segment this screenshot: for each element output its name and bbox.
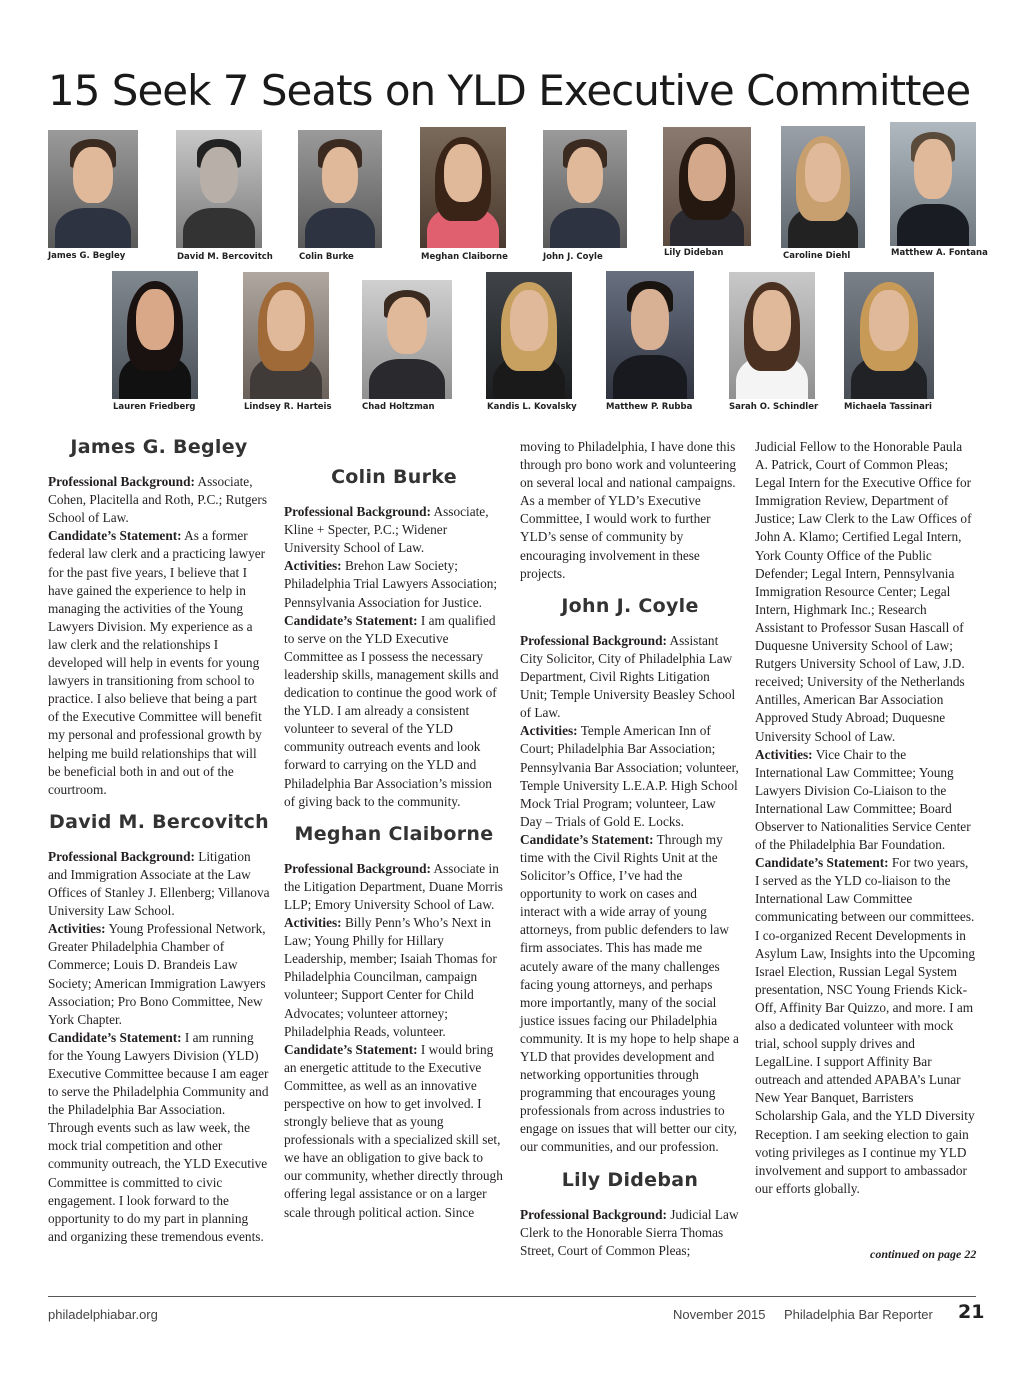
column-4 (755, 438, 976, 1198)
claiborne-background-text: Associate in the Litigation Department, Duane Morris LLP; Emory University School of Law. (284, 860, 503, 912)
begley-background (48, 473, 270, 527)
caption-kovalsky: Kandis L. Kovalsky (487, 402, 577, 412)
coyle-activities-text: Temple American Inn of Court; Philadelphia Bar Association; Pennsylvania Bar Association; volunteer, Temple University L.E.A.P. High School Mock Trial Program; volunteer, Law Day – Trials of Gold E. Locks. (520, 723, 739, 829)
dideban-statement-text: For two years, I served as the YLD co-liaison to the International Law Committee communicating between our committees. I co-organized Recent Developments in Asylum Law, Insights into the Upcoming Israel Election, Russian Legal System presentation, NSC Young Friends Kick-Off, Affinity Bar Quizzo, and more. I am also a dedicated volunteer with mock trial, school supply drives and LegalLine. I support Affinity Bar outreach and attended APABA’s Lunar New Year Banquet, Barristers Scholarship Gala, and the YLD Diversity Reception. I am seeking election to gain voting privileges as I continue my YLD involvement and support to ambassador our efforts globally. (755, 855, 975, 1196)
photo-rubba (606, 271, 694, 399)
begley-statement-text: As a former federal law clerk and a practicing lawyer for the past five years, I believe that I have gained the experience to help in managing the activities of the Young Lawyers Division. My experience as a law clerk and the relationships I developed will help in events for young lawyers in transitioning from school to practice. I also believe that being a part of the Executive Committee will benefit my personal and professional growth by helping me build relationships that will be beneficial both in and out of the courtroom. (48, 528, 266, 797)
statement-label: Candidate’s Statement: (284, 612, 418, 628)
claiborne-statement (284, 1041, 504, 1222)
background-label: Professional Background: (520, 632, 667, 648)
caption-schindler: Sarah O. Schindler (729, 402, 819, 412)
statement-label: Candidate’s Statement: (520, 831, 654, 847)
statement-label: Candidate’s Statement: (755, 855, 889, 871)
burke-background (284, 503, 504, 557)
column-1 (48, 438, 270, 1246)
claiborne-statement-continued: moving to Philadelphia, I have done this through pro bono work and volunteering on several local and national campaigns. As a member of YLD’s Executive Committee, I would work to further YLD’s sense of community by encouraging involvement in these projects. (520, 439, 737, 581)
activities-label: Activities: (284, 558, 342, 574)
caption-burke: Colin Burke (299, 252, 354, 262)
burke-activities-text: Brehon Law Society; Philadelphia Trial Lawyers Association; Pennsylvania Association for Justice. (284, 558, 498, 610)
dideban-activities (755, 746, 976, 855)
page-title: 15 Seek 7 Seats on YLD Executive Committee (48, 66, 971, 115)
bercovitch-statement (48, 1029, 270, 1246)
photo-schindler (729, 272, 815, 399)
footer-website: philadelphiabar.org (48, 1307, 158, 1322)
candidate-name-burke: Colin Burke (331, 466, 457, 488)
statement-label: Candidate’s Statement: (284, 1041, 418, 1057)
claiborne-statement-text: I would bring an energetic attitude to the Executive Committee, as well as an innovative perspective on how to get involved. I strongly believe that as young professionals with a specialized skill set, we have an obligation to give back to our community, whether directly through offering legal assistance or on a larger scale through political action. Since (284, 1041, 503, 1220)
photo-bercovitch (176, 130, 262, 248)
photo-harteis (243, 272, 329, 399)
footer-issue: November 2015 (673, 1307, 766, 1322)
dideban-background-text: Judicial Law Clerk to the Honorable Sierra Thomas Street, Court of Common Pleas; (520, 1206, 739, 1258)
caption-holtzman: Chad Holtzman (362, 402, 435, 412)
footer-rule (48, 1296, 976, 1297)
candidate-name-bercovitch: David M. Bercovitch (49, 810, 269, 833)
caption-claiborne: Meghan Claiborne (421, 252, 508, 262)
background-label: Professional Background: (284, 504, 431, 520)
dideban-background-continued: Judicial Fellow to the Honorable Paula A. Patrick, Court of Common Pleas; Legal Intern for the Executive Office for Immigration Review, Department of Justice; Law Clerk to the Law Offices of John A. Klamo; Certified Legal Intern, York County Office of the Public Defender; Legal Intern, Pennsylvania Immigration Resource Center; Legal Intern, Highmark Inc.; Research Assistant to Professor Susan Hascall of Duquesne University School of Law; Rutgers University School of Law, J.D. received; University of the Netherlands Antilles, American Bar Association Approved Study Abroad; Duquesne University School of Law. (755, 439, 972, 744)
photo-dideban (663, 127, 751, 246)
dideban-statement (755, 854, 976, 1198)
bercovitch-statement-text: I am running for the Young Lawyers Division (YLD) Executive Committee because I am eager to serve the Philadelphia Community and the Philadelphia Bar Association. Through events such as law week, the mock trial competition and other community outreach, the YLD Executive Committee is committed to civic engagement. I look forward to the opportunity to do my part in planning and organizing these tremendous events. (48, 1029, 269, 1244)
statement-label: Candidate’s Statement: (48, 528, 182, 544)
caption-fontana: Matthew A. Fontana (891, 248, 988, 258)
begley-statement (48, 527, 270, 798)
activities-label: Activities: (284, 915, 342, 931)
coyle-statement (520, 831, 740, 1157)
photo-claiborne (420, 127, 506, 248)
bercovitch-activities (48, 920, 270, 1029)
photo-kovalsky (486, 272, 572, 399)
caption-bercovitch: David M. Bercovitch (177, 252, 273, 262)
caption-harteis: Lindsey R. Harteis (244, 402, 332, 412)
coyle-activities (520, 722, 740, 831)
photo-burke (298, 130, 382, 248)
photo-coyle (543, 130, 627, 248)
claiborne-activities-text: Billy Penn’s Who’s Next in Law; Young Philly for Hillary Leadership, member; Isaiah Thomas for Philadelphia Councilman, campaign volunteer; Support Center for Child Advocates; volunteer attorney; Philadelphia Reads, volunteer. (284, 915, 497, 1039)
caption-rubba: Matthew P. Rubba (606, 402, 693, 412)
photo-begley (48, 130, 138, 248)
begley-background-text: Associate, Cohen, Placitella and Roth, P.C.; Rutgers School of Law. (48, 474, 268, 526)
statement-label: Candidate’s Statement: (48, 1029, 182, 1045)
bercovitch-background-text: Litigation and Immigration Associate at the Law Offices of Stanley J. Ellenberg; Villanova University Law School. (48, 848, 270, 919)
caption-tassinari: Michaela Tassinari (844, 402, 932, 412)
activities-label: Activities: (755, 746, 813, 762)
photo-friedberg (112, 271, 198, 399)
caption-begley: James G. Begley (48, 251, 126, 261)
dideban-background (520, 1206, 740, 1260)
dideban-activities-text: Vice Chair to the International Law Committee; Young Lawyers Division Co-Liaison to the International Law Committee; Board Observer to Nationalities Service Center of the Philadelphia Bar Foundation. (755, 746, 971, 853)
coyle-background (520, 632, 740, 722)
continued-note: continued on page 22 (870, 1247, 977, 1261)
background-label: Professional Background: (48, 848, 195, 864)
claiborne-activities (284, 914, 504, 1041)
burke-activities (284, 557, 504, 611)
photo-fontana (890, 122, 976, 246)
activities-label: Activities: (520, 723, 578, 739)
background-label: Professional Background: (520, 1206, 667, 1222)
bercovitch-activities-text: Young Professional Network, Greater Philadelphia Chamber of Commerce; Louis D. Brandeis Law Society; American Immigration Lawyers Association; Pro Bono Committee, New York Chapter. (48, 921, 266, 1027)
activities-label: Activities: (48, 921, 106, 937)
coyle-statement-text: Through my time with the Civil Rights Unit at the Solicitor’s Office, I’ve had the opportunity to work on cases and interact with a wide array of young attorneys, from public defenders to law firm associates. This has made me acutely aware of the many challenges facing young attorneys, and perhaps more importantly, many of the social justice issues facing our Philadelphia community. It is my hope to help shape a YLD that provides development and networking opportunities through programming that encourages young professionals from across industries to engage on issues that will better our city, our communities, and our profession. (520, 831, 739, 1155)
column-2 (284, 468, 504, 1222)
burke-statement-text: I am qualified to serve on the YLD Executive Committee as I possess the necessary leadership skills, management skills and dedication to continue the good work of the YLD. I am already a consistent volunteer to several of the YLD community outreach events and look forward to carrying on the YLD and Philadelphia Bar Association’s mission of giving back to the community. (284, 612, 499, 809)
bercovitch-background (48, 848, 270, 920)
photo-holtzman (362, 280, 452, 399)
coyle-background-text: Assistant City Solicitor, City of Philadelphia Law Department, Civil Rights Litigation Unit; Temple University Beasley School of Law. (520, 632, 736, 721)
candidate-name-begley: James G. Begley (70, 436, 248, 458)
background-label: Professional Background: (48, 474, 195, 490)
candidate-name-coyle: John J. Coyle (561, 594, 699, 617)
caption-coyle: John J. Coyle (543, 252, 603, 262)
claiborne-background (284, 860, 504, 914)
column-3 (520, 438, 740, 1260)
caption-diehl: Caroline Diehl (783, 251, 851, 261)
photo-diehl (781, 126, 865, 248)
candidate-name-dideban: Lily Dideban (561, 1168, 699, 1191)
burke-statement (284, 612, 504, 811)
caption-dideban: Lily Dideban (664, 248, 724, 258)
burke-background-text: Associate, Kline + Specter, P.C.; Widener University School of Law. (284, 504, 489, 556)
footer-publication: Philadelphia Bar Reporter (784, 1307, 933, 1322)
caption-friedberg: Lauren Friedberg (113, 402, 196, 412)
photo-tassinari (844, 272, 934, 399)
page-number: 21 (958, 1301, 985, 1323)
candidate-name-claiborne: Meghan Claiborne (294, 822, 494, 845)
background-label: Professional Background: (284, 860, 431, 876)
